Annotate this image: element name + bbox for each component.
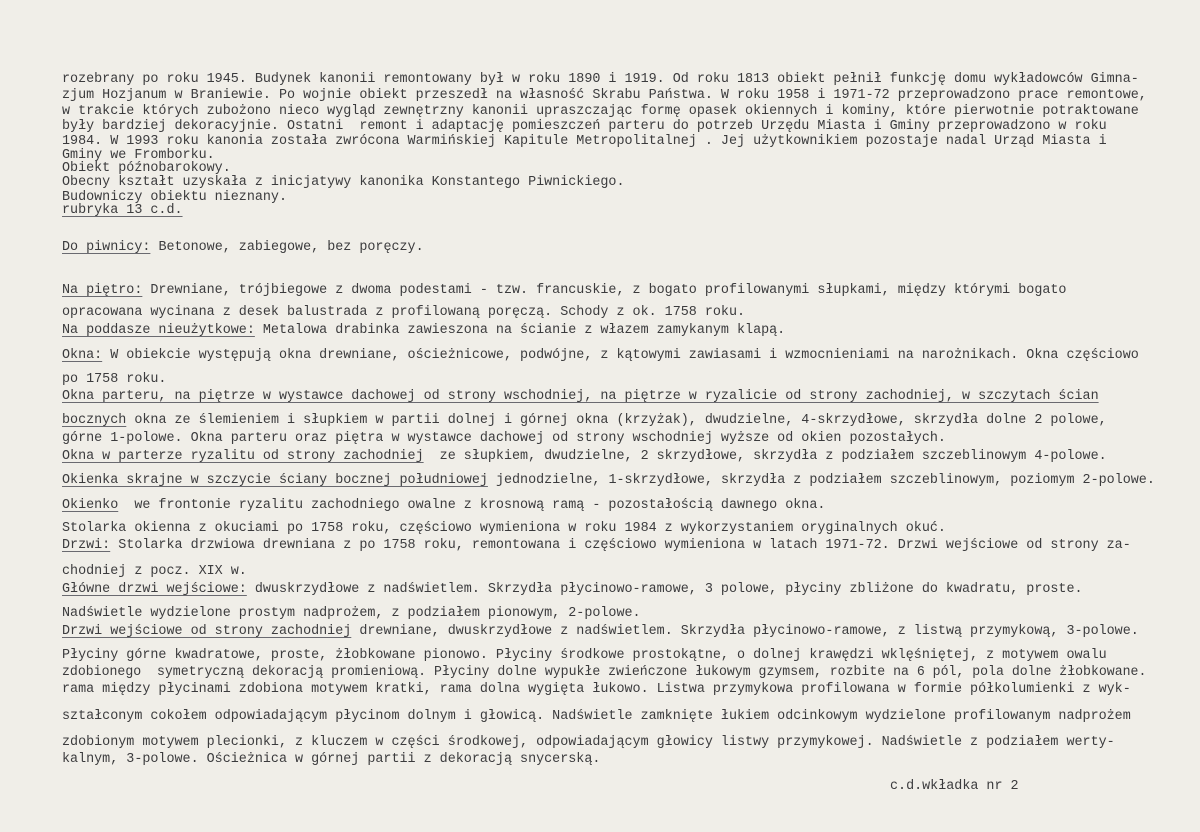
body-text: jednodzielne, 1-skrzydłowe, skrzydła z podziałem szczeblinowym, poziomym 2-polowe. xyxy=(487,473,1155,488)
text-line xyxy=(62,72,1139,88)
body-text: rama między płycinami zdobiona motywem kratki, rama dolna wygięta łukowo. Listwa przymykowa profilowana w formie półkolumienki z wyk- xyxy=(62,682,1131,697)
body-text: ze słupkiem, dwudzielne, 2 skrzydłowe, skrzydła z podziałem szczeblinowym 4-polowe. xyxy=(423,449,1107,464)
body-text: Stolarka drzwiowa drewniana z po 1758 roku, remontowana i częściowo wymieniona w latach 1971-72. Drzwi wejściowe od strony za- xyxy=(110,538,1131,553)
text-line xyxy=(62,682,1131,698)
body-text: w trakcie których zubożono nieco wygląd zewnętrzny kanonii upraszczając formę opasek okiennych i kominy, które pierwotnie potraktowane xyxy=(62,104,1139,119)
text-line xyxy=(62,305,745,321)
body-text: rozebrany po roku 1945. Budynek kanonii remontowany był w roku 1890 i 1919. Od roku 1813 obiekt pełnił funkcję domu wykładowców Gimna- xyxy=(62,72,1139,87)
body-text: Gminy we Fromborku. xyxy=(62,148,215,163)
text-line xyxy=(62,752,600,768)
text-line xyxy=(62,104,1139,120)
text-line xyxy=(62,624,1139,640)
text-line xyxy=(62,498,825,514)
body-text: zdobionym motywem plecionki, z kluczem w części środkowej, odpowiadającym głowicy listwy przymykowej. Nadświetle z podziałem werty- xyxy=(62,735,1115,750)
text-line xyxy=(62,372,166,388)
text-line xyxy=(62,648,1107,664)
text-line xyxy=(62,175,625,191)
body-text: 1984. W 1993 roku kanonia została zwrócona Warmińskiej Kapitule Metropolitalnej . Jej użytkownikiem pozostaje nadal Urząd Miasta i xyxy=(62,134,1107,149)
text-line xyxy=(62,119,1107,135)
body-text: Płyciny górne kwadratowe, proste, żłobkowane pionowo. Płyciny środkowe prostokątne, o dolnej krawędzi wklęśniętej, z motywem owalu xyxy=(62,648,1107,663)
text-line xyxy=(62,735,1115,751)
body-text: były bardziej dekoracyjnie. Ostatni remont i adaptację pomieszczeń parteru do potrzeb Urzędu Miasta i Gminy przeprowadzono w roku xyxy=(62,119,1107,134)
text-line xyxy=(62,606,641,622)
body-text: zdobionego symetryczną dekoracją promieniową. Płyciny dolne wypukłe zwieńczone łukowym gzymsem, rozbite na 6 pól, pola dolne żłobkowane. xyxy=(62,665,1147,680)
body-text: W obiekcie występują okna drewniane, ościeżnicowe, podwójne, z kątowymi zawiasami i wzmocnieniami na narożnikach. Okna częściowo xyxy=(102,348,1139,363)
text-line xyxy=(62,709,1131,725)
text-line xyxy=(62,582,1083,598)
body-text: we frontonie ryzalitu zachodniego owalne z krosnową ramą - pozostałością dawnego okna. xyxy=(118,498,826,513)
text-line xyxy=(62,88,1147,104)
body-text: ształconym cokołem odpowiadającym płycinom dolnym i głowicą. Nadświetle zamknięte łukiem odcinkowym wydzielone profilowanym nadprożem xyxy=(62,709,1131,724)
underlined-heading: Okienka skrajne w szczycie ściany bocznej południowej xyxy=(62,473,488,488)
underlined-heading: Okienko xyxy=(62,498,119,513)
underlined-heading: bocznych xyxy=(62,413,127,428)
body-text: Nadświetle wydzielone prostym nadprożem, z podziałem pionowym, 2-polowe. xyxy=(62,606,641,621)
body-text: drewniane, dwuskrzydłowe z nadświetlem. Skrzydła płycinowo-ramowe, z listwą przymykową, 3-polowe. xyxy=(351,624,1139,639)
text-line xyxy=(62,521,946,537)
body-text: Betonowe, zabiegowe, bez poręczy. xyxy=(150,240,424,255)
body-text: po 1758 roku. xyxy=(62,372,167,387)
text-line xyxy=(62,283,1066,299)
text-line xyxy=(62,389,1099,405)
text-line xyxy=(62,413,1107,429)
text-line xyxy=(62,323,785,339)
text-line xyxy=(62,240,424,256)
underlined-heading: Okna w parterze ryzalitu od strony zachodniej xyxy=(62,449,424,464)
underlined-heading: Drzwi: xyxy=(62,538,111,553)
text-line xyxy=(62,203,183,219)
text-line xyxy=(62,564,247,580)
body-text: Drewniane, trójbiegowe z dwoma podestami - tzw. francuskie, z bogato profilowanymi słupkami, między którymi bogato xyxy=(142,283,1067,298)
body-text: Stolarka okienna z okuciami po 1758 roku, częściowo wymieniona w roku 1984 z wykorzystaniem oryginalnych okuć. xyxy=(62,521,946,536)
text-line xyxy=(62,134,1107,150)
text-line xyxy=(62,348,1139,364)
body-text: Budowniczy obiektu nieznany. xyxy=(62,190,287,205)
body-text: kalnym, 3-polowe. Ościeżnica w górnej partii z dekoracją snycerską. xyxy=(62,752,601,767)
underlined-heading: Okna: xyxy=(62,348,103,363)
body-text: okna ze ślemieniem i słupkiem w partii dolnej i górnej okna (krzyżak), dwudzielne, 4-skrzydłowe, skrzydła dolne 2 polowe, xyxy=(126,413,1107,428)
text-line xyxy=(62,431,946,447)
body-text: chodniej z pocz. XIX w. xyxy=(62,564,247,579)
body-text: Metalowa drabinka zawieszona na ścianie z włazem zamykanym klapą. xyxy=(254,323,786,338)
underlined-heading: Drzwi wejściowe od strony zachodniej xyxy=(62,624,352,639)
underlined-heading: Główne drzwi wejściowe: xyxy=(62,582,247,597)
underlined-heading: rubryka 13 c.d. xyxy=(62,203,183,218)
body-text: górne 1-polowe. Okna parteru oraz piętra w wystawce dachowej od strony wschodniej wyższe od okien pozostałych. xyxy=(62,431,946,446)
body-text: zjum Hozjanum w Braniewie. Po wojnie obiekt przeszedł na własność Skrabu Państwa. W roku 1958 i 1971-72 przeprowadzono prace remontowe, xyxy=(62,88,1147,103)
underlined-heading: Do piwnicy: xyxy=(62,240,151,255)
text-line xyxy=(62,449,1107,465)
body-text: opracowana wycinana z desek balustrada z profilowaną poręczą. Schody z ok. 1758 roku. xyxy=(62,305,746,320)
text-line xyxy=(62,665,1146,681)
underlined-heading: Na piętro: xyxy=(62,283,143,298)
text-line xyxy=(62,538,1131,554)
underlined-heading: Okna parteru, na piętrze w wystawce dachowej od strony wschodniej, na piętrze w ryzalicie od strony zachodniej, w szczytach ścian xyxy=(62,389,1099,404)
text-line xyxy=(62,473,1155,489)
underlined-heading: Na poddasze nieużytkowe: xyxy=(62,323,255,338)
continuation-note: c.d.wkładka nr 2 xyxy=(890,779,1019,794)
body-text: Obiekt późnobarokowy. xyxy=(62,161,231,176)
body-text: Obecny kształt uzyskała z inicjatywy kanonika Konstantego Piwnickiego. xyxy=(62,175,625,190)
body-text: dwuskrzydłowe z nadświetlem. Skrzydła płycinowo-ramowe, 3 polowe, płyciny zbliżone do kwadratu, proste. xyxy=(246,582,1083,597)
